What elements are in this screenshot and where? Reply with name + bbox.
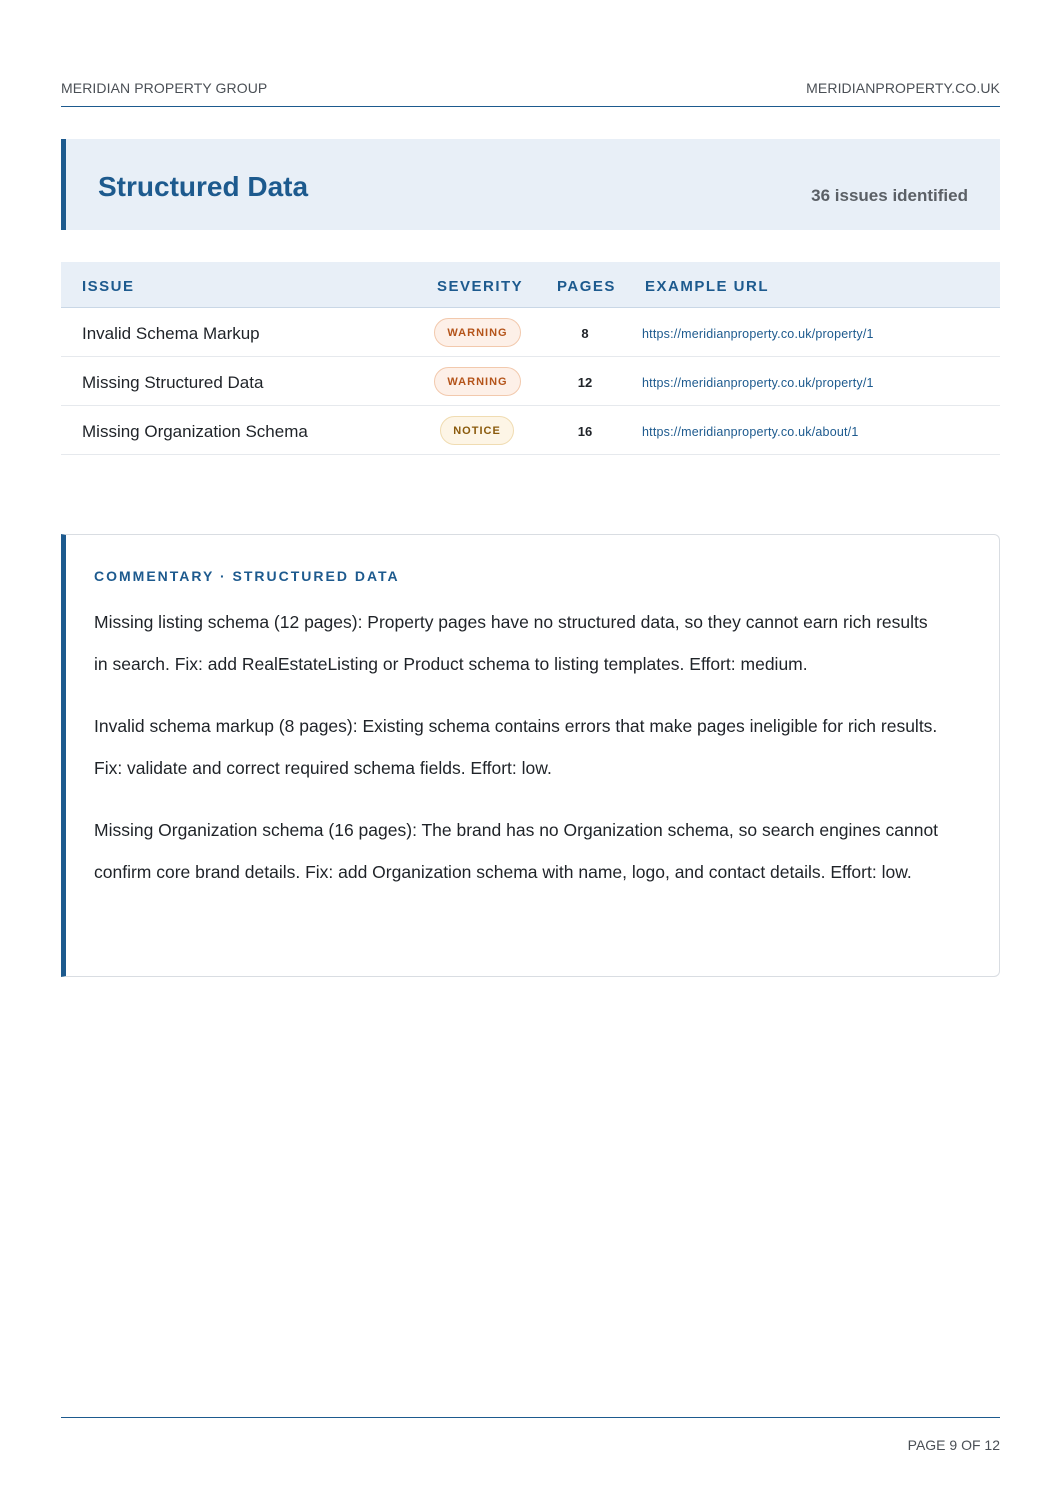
column-header-issue: ISSUE <box>82 278 135 295</box>
commentary-box <box>61 534 1000 977</box>
issues-table <box>61 262 1000 455</box>
table-row <box>61 406 1000 455</box>
column-header-pages: PAGES <box>557 278 616 295</box>
commentary-body <box>94 601 944 913</box>
issue-name: Invalid Schema Markup <box>82 324 260 343</box>
commentary-paragraph: Missing Organization schema (16 pages): The brand has no Organization schema, so search engines cannot confirm core brand details. Fix: add Organization schema with name, logo, and contact details. Effort: low. <box>94 820 939 882</box>
commentary-heading: COMMENTARY · STRUCTURED DATA <box>94 568 400 584</box>
severity-badge: NOTICE <box>440 416 514 445</box>
page-count: 16 <box>577 424 593 439</box>
section-title-band <box>61 139 1000 230</box>
severity-badge: WARNING <box>434 367 521 396</box>
company-name: MERIDIAN PROPERTY GROUP <box>61 80 268 96</box>
section-title: Structured Data <box>98 171 309 202</box>
example-url-link[interactable]: https://meridianproperty.co.uk/property/1 <box>642 327 874 341</box>
company-domain: MERIDIANPROPERTY.CO.UK <box>806 80 1000 96</box>
issue-count: 36 issues identified <box>811 186 968 205</box>
page-count: 8 <box>581 326 589 341</box>
footer-divider <box>61 1417 1000 1418</box>
commentary-paragraph: Invalid schema markup (8 pages): Existing schema contains errors that make pages ineligible for rich results. Fix: validate and correct required schema fields. Effort: low. <box>94 716 938 778</box>
issue-name: Missing Structured Data <box>82 373 264 392</box>
table-header <box>61 262 1000 308</box>
page-number: PAGE 9 OF 12 <box>907 1437 1000 1453</box>
example-url-link[interactable]: https://meridianproperty.co.uk/property/1 <box>642 376 874 390</box>
page-count: 12 <box>577 375 593 390</box>
issue-name: Missing Organization Schema <box>82 422 308 441</box>
table-row <box>61 357 1000 406</box>
example-url-link[interactable]: https://meridianproperty.co.uk/about/1 <box>642 425 859 439</box>
table-row <box>61 308 1000 357</box>
commentary-paragraph: Missing listing schema (12 pages): Property pages have no structured data, so they cannot earn rich results in search. Fix: add RealEstateListing or Product schema to listing templates. Effort: medium. <box>94 612 928 674</box>
column-header-severity: SEVERITY <box>437 278 524 295</box>
severity-badge: WARNING <box>434 318 521 347</box>
column-header-example-url: EXAMPLE URL <box>645 278 770 295</box>
running-header <box>61 80 1000 107</box>
